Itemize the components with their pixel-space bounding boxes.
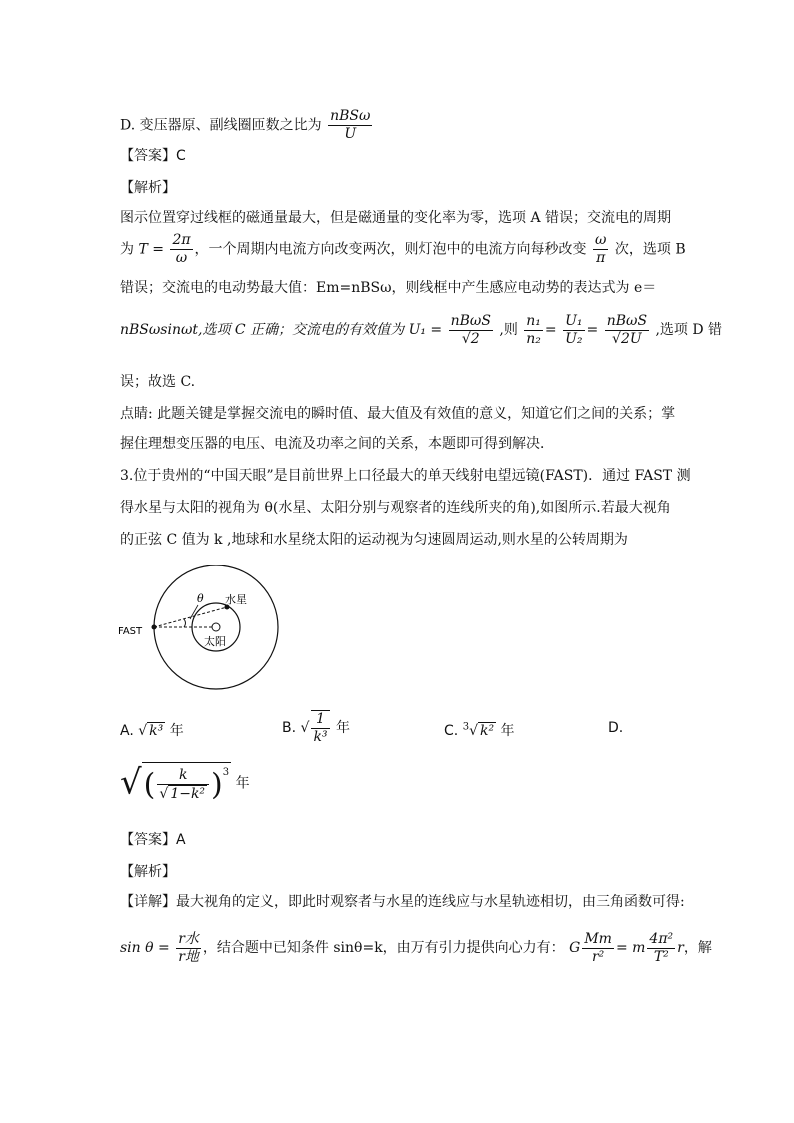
fraction-denominator: k³ bbox=[313, 729, 328, 745]
prev-option-d bbox=[120, 108, 374, 143]
text: ,则 bbox=[494, 322, 518, 338]
fraction-denominator: √ 1−k² bbox=[159, 786, 206, 802]
fast-label: FAST bbox=[118, 626, 143, 637]
answer-2 bbox=[120, 146, 186, 166]
option-a-expr: √ k³ bbox=[138, 723, 164, 739]
sqrt-sign: √ bbox=[120, 762, 142, 803]
theta-label: θ bbox=[197, 592, 204, 605]
detail-line-2 bbox=[120, 928, 712, 968]
text: nBSωsinωt,选项 C 正确；交流电的有效值为 bbox=[120, 322, 405, 338]
fraction-numerator: nBωS bbox=[606, 312, 648, 329]
fraction-numerator: U₁ bbox=[565, 312, 583, 329]
analysis-label-3: 【解析】 bbox=[120, 864, 176, 880]
option-b-expr: √ $\frac{1}{\text{k³}}$ bbox=[300, 711, 328, 745]
note-line-2: 握住理想变压器的电压、电流及功率之间的关系，本题即可得到解决． bbox=[120, 436, 554, 452]
para-line-1: 图示位置穿过线框的磁通量最大，但是磁通量的变化率为零，选项 A 错误；交流电的周期 bbox=[120, 210, 672, 226]
angle-arc bbox=[184, 619, 186, 627]
text: 为 bbox=[120, 241, 134, 258]
fraction-numerator: 4π² bbox=[649, 930, 674, 947]
formula-G: G bbox=[569, 940, 581, 956]
formula-T: T = bbox=[138, 241, 164, 258]
mercury-label: 水星 bbox=[225, 593, 247, 606]
option-letter: A. bbox=[120, 723, 134, 739]
unit: 年 bbox=[336, 720, 350, 736]
radicand-box: ( $\frac{k}{\text{√ 1−k²}}$ )$^3$ bbox=[142, 762, 231, 803]
option-a bbox=[120, 720, 184, 740]
answer-value: C bbox=[176, 148, 186, 164]
question-3-line-1: 3.位于贵州的“中国天眼”是目前世界上口径最大的单天线射电望远镜(FAST)．通过 FAST 测 bbox=[120, 468, 691, 484]
answer-value: A bbox=[176, 832, 186, 848]
radicand: k² bbox=[479, 723, 495, 739]
question-3-line-2: 得水星与太阳的视角为 θ(水星、太阳分别与观察者的连线所夹的角),如图所示.若最大视角 bbox=[120, 500, 671, 516]
equals: = bbox=[544, 322, 557, 338]
fraction-numerator: 2π bbox=[172, 232, 191, 248]
option-c bbox=[444, 720, 515, 740]
fraction-numerator: nBωS bbox=[450, 312, 491, 329]
sun-marker bbox=[212, 623, 220, 631]
fraction-denominator: n₂ bbox=[526, 330, 541, 347]
option-letter: C. bbox=[444, 723, 459, 739]
fraction-denominator: T² bbox=[653, 948, 669, 965]
para-line-5: 误；故选 C. bbox=[120, 374, 196, 390]
option-b bbox=[282, 710, 350, 746]
option-letter: B. bbox=[282, 720, 297, 736]
analysis-label-2: 【解析】 bbox=[120, 180, 176, 196]
earth-orbit bbox=[154, 565, 278, 689]
answer-3 bbox=[120, 830, 186, 850]
option-c-expr: $^3$√ k² bbox=[462, 721, 495, 739]
fraction-denominator: U₂ bbox=[565, 330, 583, 347]
sun-label: 太阳 bbox=[204, 635, 226, 648]
fraction-numerator: Mm bbox=[584, 930, 612, 947]
unit: 年 bbox=[169, 723, 184, 739]
fraction-numerator: nBSω bbox=[330, 108, 371, 124]
formula-equals: = m bbox=[615, 940, 646, 956]
radicand: 1−k² bbox=[170, 786, 206, 802]
exponent: 3 bbox=[222, 767, 230, 778]
root-index: 3 bbox=[462, 721, 470, 733]
fraction-denominator: r² bbox=[591, 948, 605, 965]
text: ，一个周期内电流方向改变两次，则灯泡中的电流方向每秒改变 bbox=[194, 241, 587, 258]
fraction-denominator: π bbox=[596, 250, 606, 266]
fraction-denominator: √2 bbox=[461, 330, 480, 347]
formula-sin: sin θ = bbox=[120, 940, 170, 956]
question-3-line-3: 的正弦 C 值为 k ,地球和水星绕太阳的运动视为匀速圆周运动,则水星的公转周期为 bbox=[120, 532, 628, 548]
option-d-text: D. 变压器原、副线圈匝数之比为 bbox=[120, 117, 322, 134]
text: 次，选项 B bbox=[614, 241, 686, 258]
formula-U1: U₁ = bbox=[408, 322, 443, 338]
fraction-numerator: 1 bbox=[311, 711, 329, 729]
orbit-figure bbox=[118, 565, 298, 695]
unit: 年 bbox=[235, 775, 250, 792]
text: ,选项 D 错 bbox=[655, 322, 723, 338]
text: ，结合题中已知条件 sinθ=k，由万有引力提供向心力有： bbox=[202, 940, 565, 956]
unit: 年 bbox=[500, 723, 515, 739]
option-d: D. bbox=[608, 720, 624, 736]
answer-label: 【答案】 bbox=[120, 148, 176, 164]
para-line-3: 错误；交流电的电动势最大值：Em=nBSω，则线框中产生感应电动势的表达式为 e＝ bbox=[120, 280, 657, 296]
option-d-expr bbox=[120, 762, 250, 803]
options-row bbox=[120, 711, 720, 746]
radicand: k³ bbox=[149, 723, 164, 739]
formula-r: r bbox=[677, 940, 684, 956]
answer-label: 【答案】 bbox=[120, 832, 176, 848]
fraction-denominator: r地 bbox=[178, 948, 199, 965]
fraction-denominator: ω bbox=[175, 250, 188, 266]
text: ，解 bbox=[683, 940, 712, 956]
fraction-numerator: ω bbox=[595, 232, 607, 248]
sight-line-mercury bbox=[154, 607, 227, 627]
fraction-numerator: k bbox=[157, 767, 209, 785]
fraction-numerator: n₁ bbox=[526, 312, 541, 329]
fraction-denominator: √2U bbox=[612, 330, 642, 347]
para-line-4 bbox=[120, 310, 722, 350]
detail-line-1: 【详解】最大视角的定义，即此时观察者与水星的连线应与水星轨迹相切，由三角函数可得: bbox=[120, 894, 685, 910]
para-line-2 bbox=[120, 232, 686, 267]
equals: = bbox=[586, 322, 599, 338]
note-line-1: 点睛: 此题关键是掌握交流电的瞬时值、最大值及有效值的意义，知道它们之间的关系；掌 bbox=[120, 406, 676, 422]
fraction-denominator: U bbox=[344, 126, 357, 142]
fraction-numerator: r水 bbox=[178, 930, 199, 947]
